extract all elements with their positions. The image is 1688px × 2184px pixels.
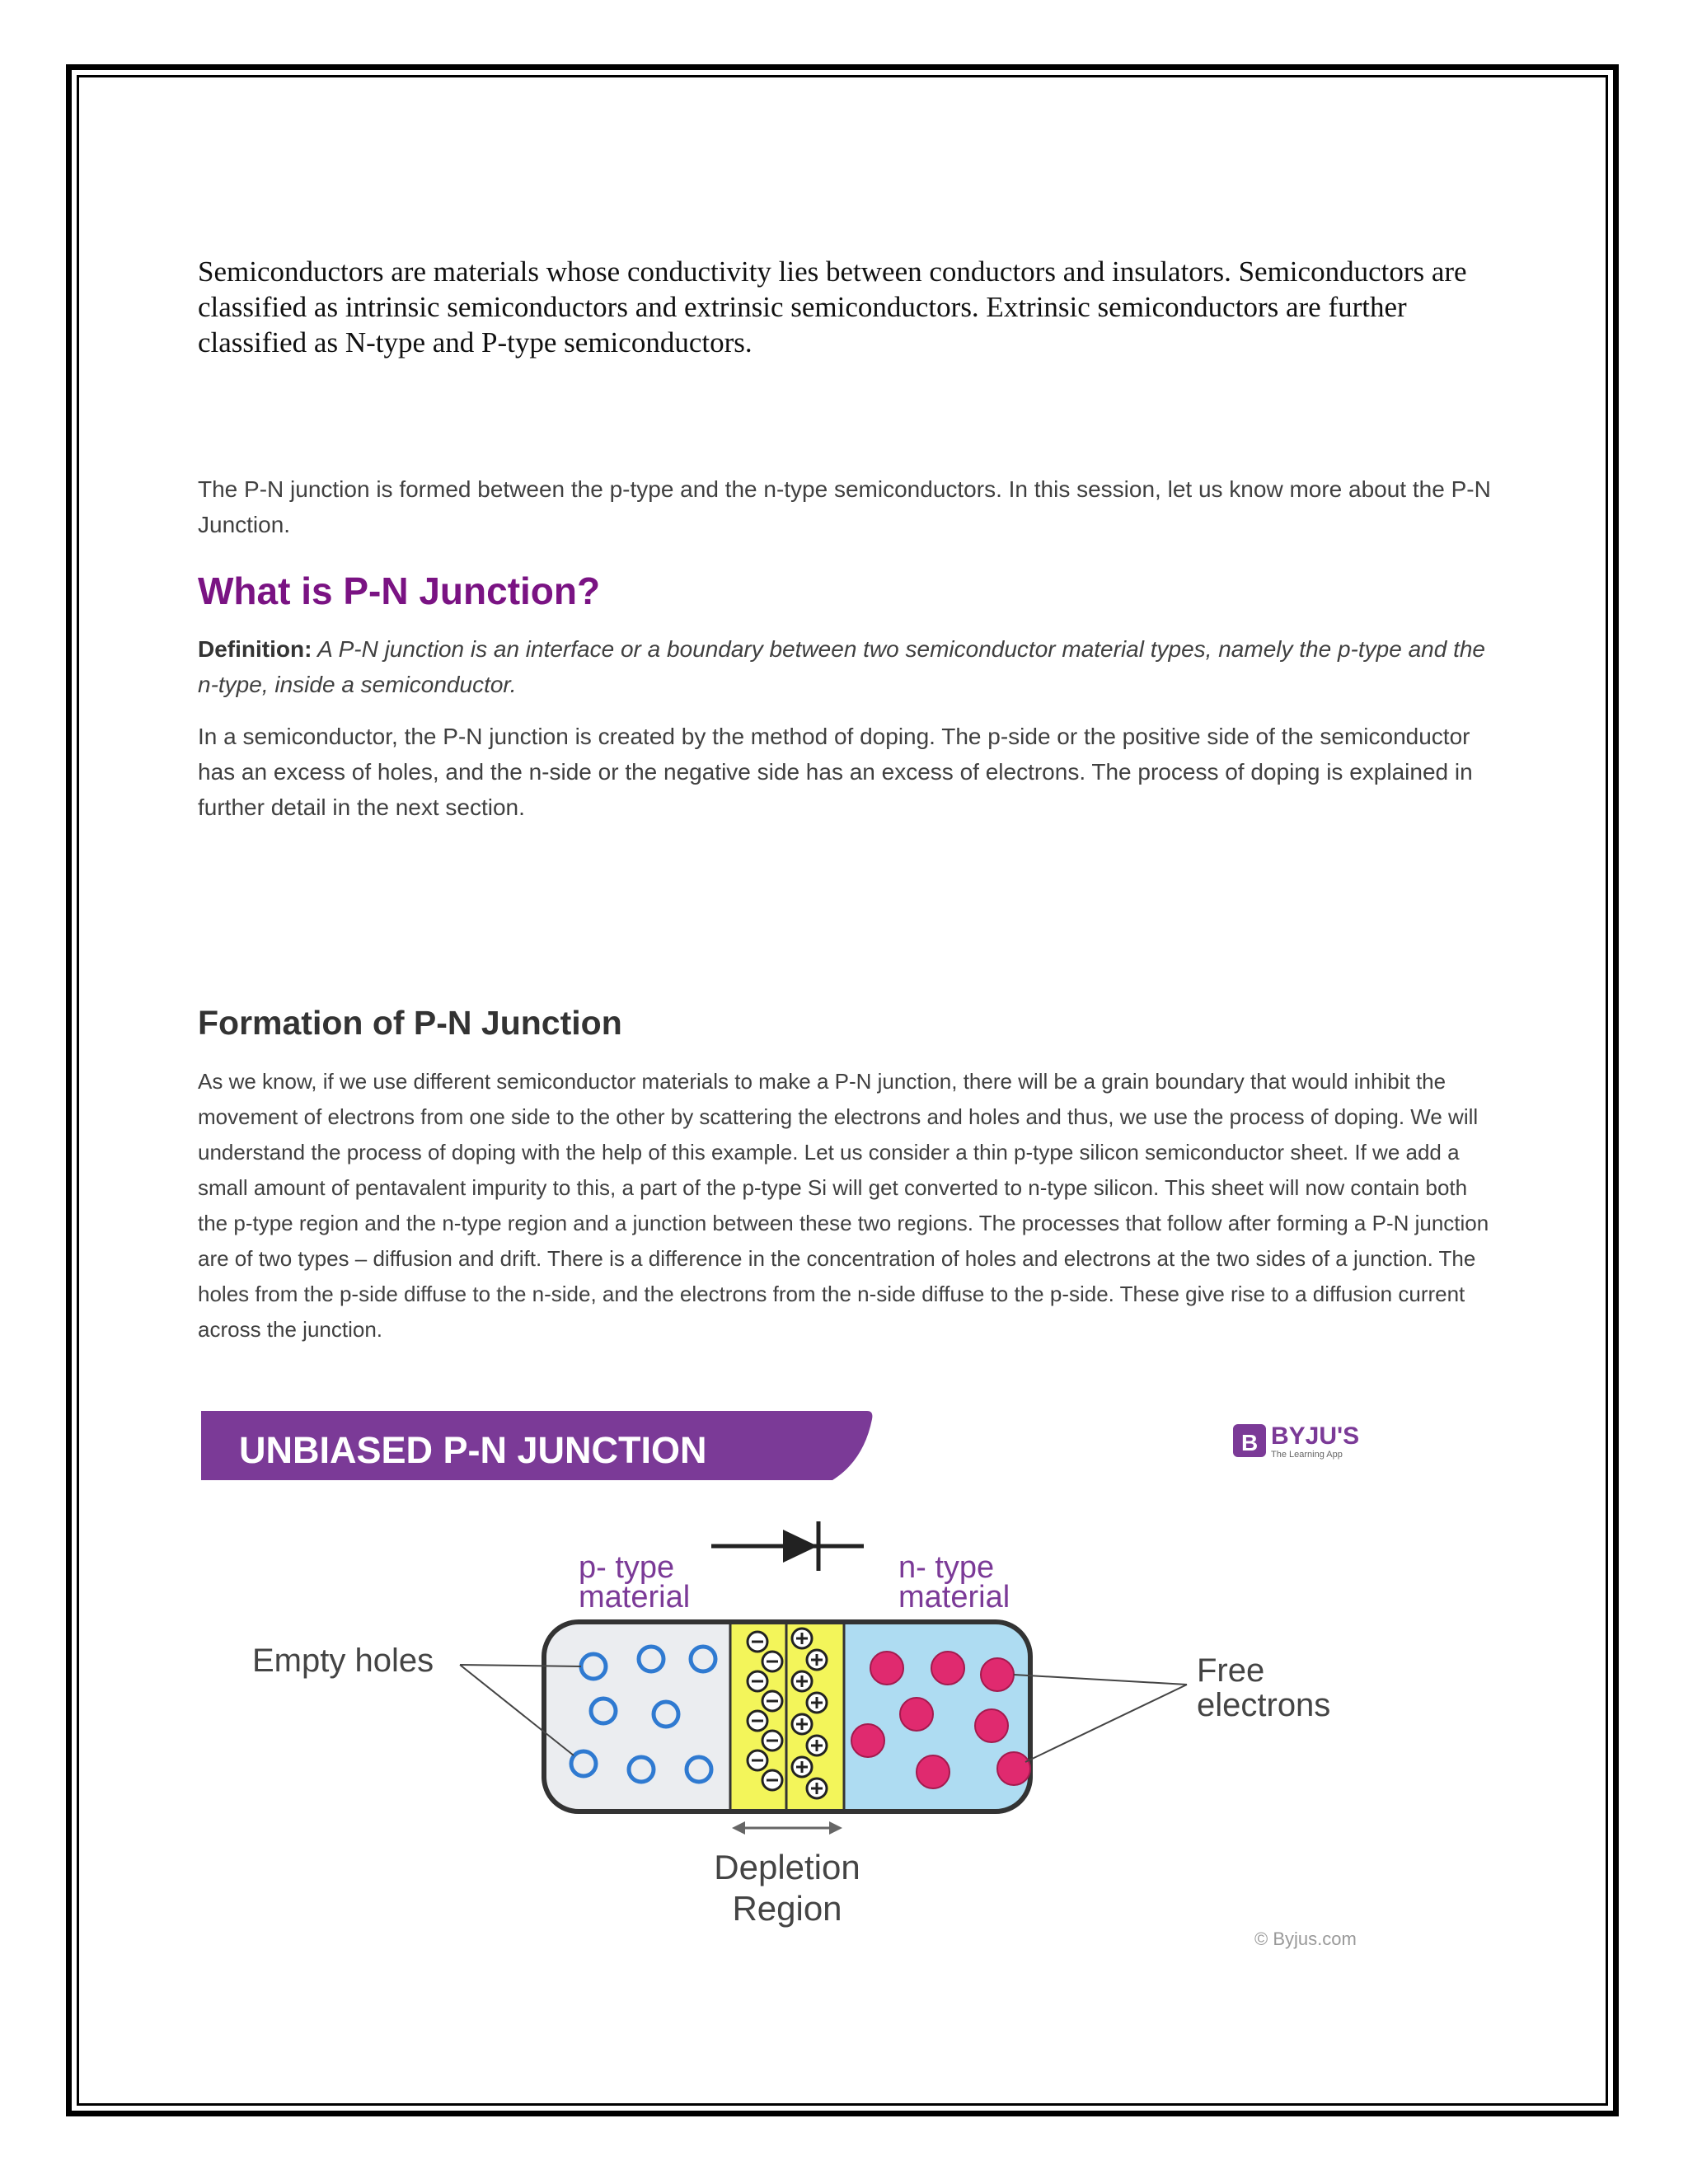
- electron: [900, 1698, 933, 1731]
- electron: [917, 1755, 950, 1788]
- p-type-label-2: material: [579, 1580, 691, 1615]
- definition-text: A P-N junction is an interface or a boundary between two semiconductor material types, namely the p-type and the n-type, inside a semiconductor.: [198, 636, 1485, 697]
- depletion-arrow: [732, 1821, 842, 1835]
- pn-junction-figure: [198, 1401, 1401, 1978]
- semiconductor-bar: [544, 1622, 1030, 1811]
- brand-name: BYJU'S: [1271, 1422, 1360, 1450]
- formation-heading: Formation of P-N Junction: [198, 1004, 622, 1042]
- what-is-heading: What is P-N Junction?: [198, 569, 601, 612]
- free-electrons-label-2: electrons: [1197, 1687, 1331, 1723]
- definition-paragraph: [198, 631, 1492, 702]
- electron: [975, 1709, 1008, 1742]
- doping-paragraph: In a semiconductor, the P-N junction is created by the method of doping. The p-side or the positive side of the semiconductor has an excess of holes, and the n-side or the negative side has an excess of electrons. The process of doping is explained in further detail in the next section.: [198, 724, 1473, 820]
- byjus-logo: [1233, 1422, 1359, 1460]
- electron: [851, 1724, 884, 1757]
- n-type-label-2: material: [898, 1580, 1010, 1615]
- copyright-text: © Byjus.com: [1254, 1929, 1357, 1949]
- electron: [931, 1652, 964, 1685]
- intro-paragraph: Semiconductors are materials whose conductivity lies between conductors and insulators. Semiconductors are classified as intrinsic semiconductors and extrinsic semiconductors. Extrinsic semiconductors are further classified as N-type and P-type semiconductors.: [198, 255, 1467, 359]
- svg-text:B: B: [1241, 1430, 1259, 1455]
- session-paragraph: The P-N junction is formed between the p-type and the n-type semiconductors. In this session, let us know more about the P-N Junction.: [198, 476, 1491, 537]
- free-electrons-label-1: Free: [1197, 1652, 1265, 1689]
- pn-junction-diagram: [198, 1401, 1401, 1978]
- brand-tagline: The Learning App: [1271, 1450, 1343, 1460]
- electron: [981, 1658, 1014, 1691]
- n-type-label-1: n- type: [898, 1550, 995, 1585]
- depletion-label-2: Region: [732, 1889, 842, 1928]
- electron: [997, 1752, 1030, 1785]
- banner-title: UNBIASED P-N JUNCTION: [239, 1429, 707, 1471]
- electron: [870, 1652, 903, 1685]
- diode-symbol: [711, 1521, 864, 1571]
- p-type-label-1: p- type: [579, 1550, 675, 1585]
- electrons-pointer-lines: [1014, 1675, 1187, 1762]
- empty-holes-label: Empty holes: [252, 1643, 434, 1679]
- formation-paragraph: As we know, if we use different semiconductor materials to make a P-N junction, there will be a grain boundary that would inhibit the movement of electrons from one side to the other by scattering the electrons and holes and thus, we use the process of doping. We will understand the process of doping with the help of this example. Let us consider a thin p-type silicon semiconductor sheet. If we add a small amount of pentavalent impurity to this, a part of the p-type Si will get converted to n-type silicon. This sheet will now contain both the p-type region and the n-type region and a junction between these two regions. The processes that follow after forming a P-N junction are of two types – diffusion and drift. There is a difference in the concentration of holes and electrons at the two sides of a junction. The holes from the p-side diffuse to the n-side, and the electrons from the n-side diffuse to the p-side. These give rise to a diffusion current across the junction.: [198, 1069, 1489, 1342]
- depletion-label-1: Depletion: [714, 1848, 860, 1886]
- definition-label: Definition:: [198, 636, 312, 662]
